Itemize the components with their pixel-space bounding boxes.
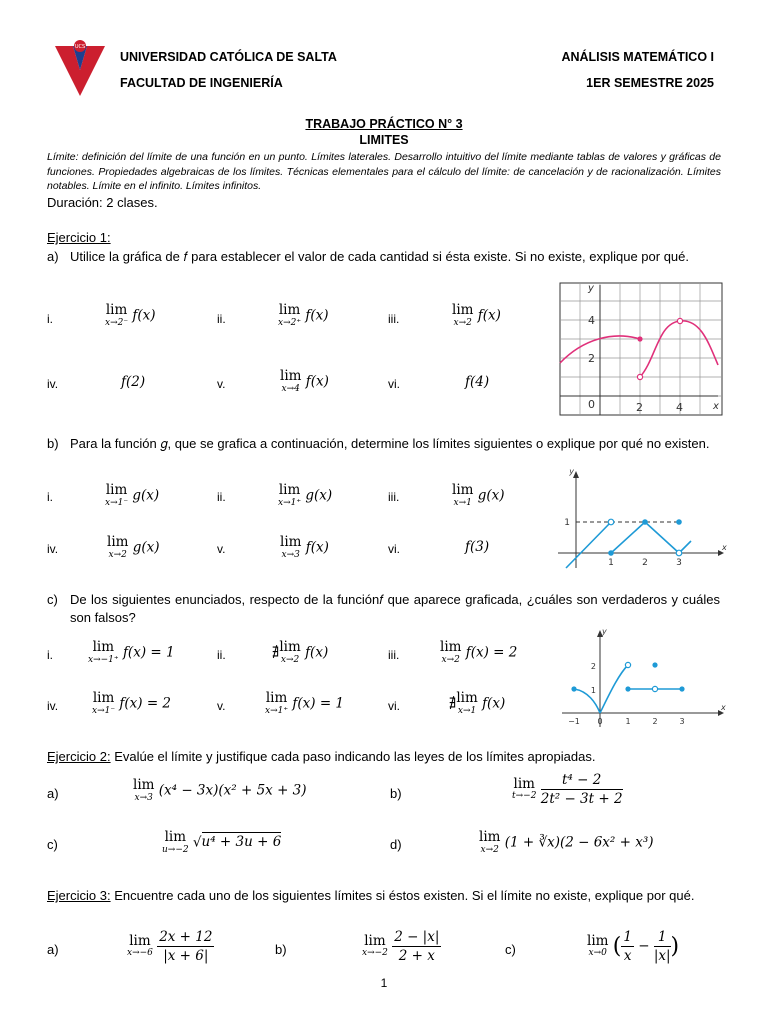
ex2-d-label: d) — [390, 837, 402, 852]
intro-paragraph: Límite: definición del límite de una función en un punto. Límites laterales. Desarrollo intuitivo del límite mediante tablas de valores y gráficas de funciones. Propiedades algebraicas de los límites. Técnicas elementales para el cálculo del límite: de cancelación y de racionalización. Límites notables. Límite en el infinito. Límites infinitos. — [47, 151, 721, 192]
page-title — [0, 116, 768, 148]
ex3-a-expr: lim 𝑥→−6 $\frac{\text{2𝑥 + 12}}{\text{|𝑥 + 6|}}$ — [127, 929, 213, 964]
ex1c-iii-label: iii. — [388, 648, 400, 662]
graph-c-ylabel: y — [602, 627, 607, 636]
ex1-a-label: a) — [47, 249, 59, 264]
graph-b-tick-1y: 1 — [564, 518, 570, 528]
ex1-a-text: Utilice la gráfica de 𝑓 para establecer el valor de cada cantidad si ésta existe. Si no existe, explique por qué. — [70, 249, 690, 264]
ex1c-vi-label: vi. — [388, 699, 400, 713]
graph-c — [558, 625, 726, 730]
graph-b-ylabel: y — [569, 467, 574, 476]
ex1a-iii-expr: lim 𝑥→2 𝑓(𝑥) — [452, 302, 501, 328]
ex1c-ii-label: ii. — [217, 648, 226, 662]
ex1a-iv-label: iv. — [47, 377, 59, 391]
ex3-c-expr: lim 𝑥→0 ( $\frac{1}{\text{𝑥}}$ − $\frac{1}{\text{|𝑥|}}$ ) — [587, 929, 680, 964]
ex2-b-label: b) — [390, 786, 402, 801]
ex1b-ii-label: ii. — [217, 490, 226, 504]
logo-text: UCS — [74, 44, 86, 50]
ex1a-ii-expr: lim 𝑥→2⁺ 𝑓(𝑥) — [278, 302, 329, 328]
duration: Duración: 2 clases. — [47, 195, 158, 210]
ex2-a-label: a) — [47, 786, 59, 801]
ex1c-iii-expr: lim 𝑥→2 𝑓(𝑥) = 2 — [440, 639, 518, 665]
graph-b-xlabel: x — [722, 543, 727, 552]
graph-c-tick-2: 2 — [652, 717, 658, 726]
ex2-d-expr: lim 𝑥→2 (1 + ∛𝑥)(2 − 6𝑥² + 𝑥³) — [479, 829, 654, 855]
graph-c-tick-m1: −1 — [568, 717, 580, 726]
graph-b-tick-3x: 3 — [676, 558, 682, 568]
ex1c-i-expr: lim 𝑥→−1⁺ 𝑓(𝑥) = 1 — [88, 639, 175, 665]
graph-c-xlabel: x — [721, 703, 726, 712]
ex1a-v-label: v. — [217, 377, 226, 391]
ex1a-i-label: i. — [47, 312, 53, 326]
university-name: UNIVERSIDAD CATÓLICA DE SALTA — [120, 50, 337, 64]
graph-a — [558, 281, 724, 417]
ex1a-vi-expr: 𝑓(4) — [465, 374, 490, 390]
ex1b-iii-label: iii. — [388, 490, 400, 504]
ex1a-i-expr: lim 𝑥→2⁻ 𝑓(𝑥) — [105, 302, 156, 328]
title-line-1: TRABAJO PRÁCTICO N° 3 — [305, 117, 463, 131]
ex1c-v-expr: lim 𝑥→1⁺ 𝑓(𝑥) = 1 — [265, 690, 345, 716]
ex1b-iii-expr: lim 𝑥→1 𝑔(𝑥) — [452, 482, 505, 508]
graph-c-tick-0: 0 — [597, 717, 603, 726]
ex1b-i-expr: lim 𝑥→1⁻ 𝑔(𝑥) — [105, 482, 160, 508]
ex1-b-text: Para la función 𝑔, que se grafica a continuación, determine los límites siguientes o explique por qué no existen. — [70, 436, 710, 451]
page-number: 1 — [380, 976, 388, 990]
ex1b-vi-expr: 𝑓(3) — [465, 539, 490, 555]
ex1b-iv-expr: lim 𝑥→2 𝑔(𝑥) — [107, 534, 160, 560]
ex1c-iv-label: iv. — [47, 699, 59, 713]
course-name: ANÁLISIS MATEMÁTICO I — [561, 50, 714, 64]
ex1a-vi-label: vi. — [388, 377, 400, 391]
ex3-a-label: a) — [47, 942, 59, 957]
ex1c-v-label: v. — [217, 699, 226, 713]
ex1a-iv-expr: 𝑓(2) — [121, 374, 146, 390]
graph-c-tick-3: 3 — [679, 717, 685, 726]
ex3-b-expr: lim 𝑥→−2 $\frac{\text{2 − |𝑥|}}{\text{2 + 𝑥}}$ — [362, 929, 440, 964]
graph-a-ylabel: y — [588, 283, 594, 294]
graph-b-tick-1x: 1 — [608, 558, 614, 568]
graph-c-tick-1: 1 — [625, 717, 631, 726]
ex1c-ii-expr: ∄ lim 𝑥→2 𝑓(𝑥) — [272, 639, 329, 665]
ex2-heading: Ejercicio 2: Evalúe el límite y justifique cada paso indicando las leyes de los límites apropiadas. — [47, 749, 596, 764]
graph-a-tick-0: 0 — [588, 398, 595, 411]
graph-a-tick-2x: 2 — [636, 401, 643, 414]
ex2-a-expr: lim 𝑥→3 (𝑥⁴ − 3𝑥)(𝑥² + 5𝑥 + 3) — [133, 777, 307, 803]
graph-a-tick-4x: 4 — [676, 401, 683, 414]
graph-c-tick-2y: 2 — [590, 662, 596, 671]
ex1-b-label: b) — [47, 436, 59, 451]
graph-a-tick-2y: 2 — [588, 352, 595, 365]
ex3-b-label: b) — [275, 942, 287, 957]
ex1c-i-label: i. — [47, 648, 53, 662]
ex1b-v-expr: lim 𝑥→3 𝑓(𝑥) — [280, 534, 329, 560]
ex1a-iii-label: iii. — [388, 312, 400, 326]
ex2-c-label: c) — [47, 837, 58, 852]
semester: 1ER SEMESTRE 2025 — [586, 76, 714, 90]
ex1b-v-label: v. — [217, 542, 226, 556]
ex2-b-expr: lim 𝑡→−2 $\frac{\text{𝑡⁴ − 2}}{\text{2𝑡² − 3𝑡 + 2}}$ — [512, 772, 623, 807]
graph-b — [558, 468, 726, 572]
ex1b-iv-label: iv. — [47, 542, 59, 556]
ex3-c-label: c) — [505, 942, 516, 957]
graph-a-tick-4y: 4 — [588, 314, 595, 327]
ex1c-iv-expr: lim 𝑥→1⁻ 𝑓(𝑥) = 2 — [92, 690, 172, 716]
ex1a-v-expr: lim 𝑥→4 𝑓(𝑥) — [280, 368, 329, 394]
ex1-c-text: De los siguientes enunciados, respecto de la función𝑓 que aparece graficada, ¿cuáles son verdaderos y cuáles son falsos? — [70, 592, 720, 625]
ex1b-vi-label: vi. — [388, 542, 400, 556]
ex1c-vi-expr: ∄ lim 𝑥→1 𝑓(𝑥) — [449, 690, 506, 716]
ex1a-ii-label: ii. — [217, 312, 226, 326]
faculty-name: FACULTAD DE INGENIERÍA — [120, 76, 283, 90]
ex1-heading: Ejercicio 1: — [47, 230, 111, 245]
graph-c-tick-1y: 1 — [590, 686, 596, 695]
ex1-c-label: c) — [47, 592, 58, 607]
university-logo — [55, 40, 105, 96]
ex1b-i-label: i. — [47, 490, 53, 504]
graph-a-xlabel: x — [713, 401, 719, 412]
graph-b-tick-2x: 2 — [642, 558, 648, 568]
ex1b-ii-expr: lim 𝑥→1⁺ 𝑔(𝑥) — [278, 482, 333, 508]
ex2-c-expr: lim 𝑢→−2 √𝑢⁴ + 3𝑢 + 6 — [162, 829, 282, 855]
ex3-heading: Ejercicio 3: Encuentre cada uno de los siguientes límites si éstos existen. Si el límite no existe, explique por qué. — [47, 888, 695, 903]
title-line-2: LIMITES — [359, 133, 409, 147]
